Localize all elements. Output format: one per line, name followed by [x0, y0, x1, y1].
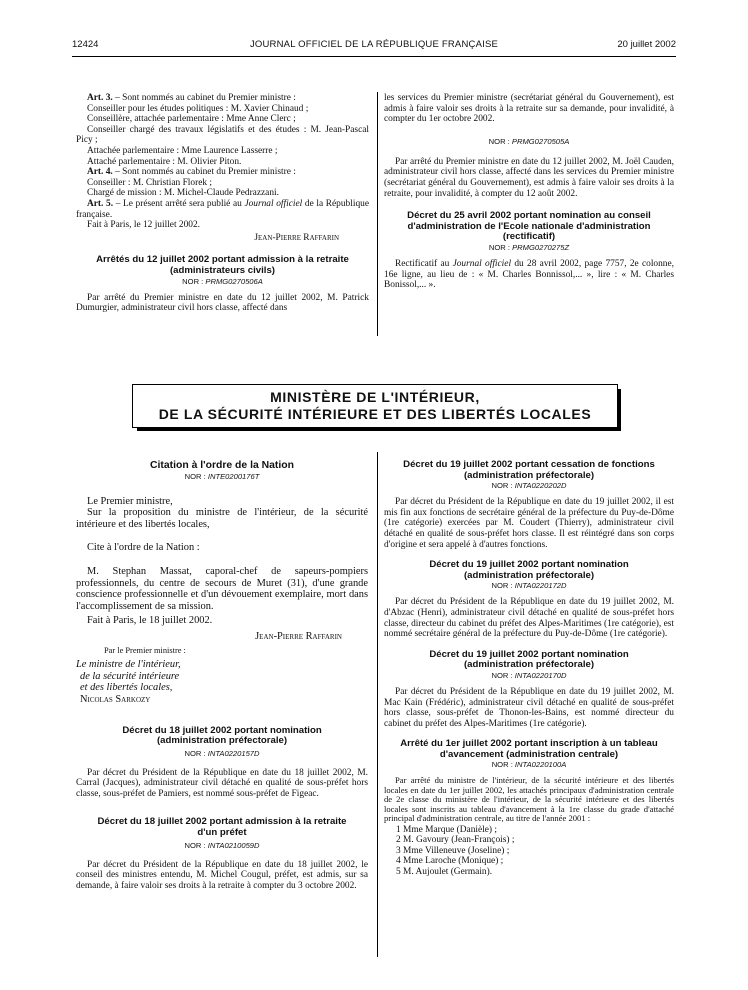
section-title: Décret du 19 juillet 2002 portant cessation de fonctions (administration préfectorale): [403, 459, 655, 481]
article-4: Art. 4. – Sont nommés au cabinet du Premier ministre :: [87, 167, 296, 178]
column-divider-bottom: [377, 452, 378, 957]
section-title: Décret du 19 juillet 2002 portant nomination (administration préfectorale): [429, 559, 629, 581]
nor-reference: NOR : INTA0210059D: [184, 840, 260, 850]
signature: Jean-Pierre Raffarin: [254, 232, 339, 243]
section-title: Décret du 19 juillet 2002 portant nomination (administration préfectorale): [429, 648, 629, 671]
issue-date: 20 juillet 2002: [617, 39, 676, 50]
nor-reference: NOR : INTA0220100A: [491, 760, 567, 770]
section-title: Arrêtés du 12 juillet 2002 portant admission à la retraite (administrateurs civils): [96, 254, 349, 276]
list-item: 1 Mme Marque (Danièle) ;: [396, 824, 498, 835]
section-title: Décret du 18 juillet 2002 portant admission à la retraite d'un préfet: [97, 816, 347, 839]
ministry-banner: [132, 384, 618, 428]
top-left-column: Art. 3. – Sont nommés au cabinet du Premier ministre : Conseiller pour les études politiques : M. Xavier Chinaud ; Conseillère, attachée parlementaire : Mme Anne Clerc ; Conseiller chargé des travaux législatifs et des études : M. Jean-Pascal Picy ; Attachée parlementaire : Mme Laurence Lasserre ; Attaché parlementaire : M. Olivier Piton. Art. 4. – Sont nommés au cabinet du Premier ministre : Conseiller : M. Christian Florek ; Chargé de mission : M. Michel-Claude Pedrazzani. Art. 5. – Le présent arrêté sera publié au Journal officiel de la République française. Fait à Paris, le 12 juillet 2002. Jean-Pierre Raffarin Arrêtés du 12 juillet 2002 portant admission à la retraite (administrateurs civils) NOR : PRMG0270506A Par arrêté du Premier ministre en date du 12 juillet 2002, M. Patrick Dumurgier, administrateur civil hors classe, affecté dans: [76, 93, 369, 314]
bottom-right-column: Décret du 19 juillet 2002 portant cessation de fonctions (administration préfectorale) NOR : INTA0220202D Par décret du Président de la République en date du 19 juillet 2002, il est mis fin aux fonctions de secrétaire général de la préfecture du Puy-de-Dôme (1re catégorie) exercées par M. Coudert (Thierry), administrateur civil détaché en qualité de sous-préfet hors classe. Il est réintégré dans son corps d'origine et sera appelé à d'autres fonctions. Décret du 19 juillet 2002 portant nomination (administration préfectorale) NOR : INTA0220172D Par décret du Président de la République en date du 19 juillet 2002, M. d'Abzac (Henri), administrateur civil détaché en qualité de sous-préfet hors classe, directeur du cabinet du préfet des Alpes-Maritimes (1re catégorie), est nommé secrétaire général de la préfecture du Puy-de-Dôme (1re catégorie). Décret du 19 juillet 2002 portant nomination (administration préfectorale) NOR : INTA0220170D Par décret du Président de la République en date du 19 juillet 2002, M. Mac Kain (Frédéric), administrateur civil détaché en qualité de sous-préfet hors classe, sous-préfet de Thonon-les-Bains, est nommé directeur du cabinet du préfet des Alpes-Maritimes (1re catégorie). Arrêté du 1er juillet 2002 portant inscription à un tableau d'avancement (administration centrale) NOR : INTA0220100A Par arrêté du ministre de l'intérieur, de la sécurité intérieure et des libertés locales en date du 1er juillet 2002, les attachés principaux d'administration centrale de 2e classe du ministère de l'intérieur, de la sécurité intérieure et des libertés locales sont inscrits au tableau d'avancement à la 1re classe du grade d'attaché principal d'administration centrale, au titre de l'année 2001 : 1 Mme Marque (Danièle) ; 2 M. Gavoury (Jean-François) ; 3 Mme Villeneuve (Joseline) ; 4 Mme Laroche (Monique) ; 5 M. Aujoulet (Germain).: [384, 459, 674, 877]
list-item: 4 Mme Laroche (Monique) ;: [396, 856, 504, 867]
promotion-list: [384, 825, 674, 878]
section-title: Arrêté du 1er juillet 2002 portant inscription à un tableau d'avancement (administration centrale): [400, 738, 658, 760]
page-header: [72, 39, 676, 53]
signature: Jean-Pierre Raffarin: [255, 630, 342, 642]
list-item: 3 Mme Villeneuve (Joseline) ;: [396, 845, 510, 856]
nor-reference: NOR : INTA0220157D: [184, 748, 260, 758]
section-title: Décret du 25 avril 2002 portant nomination au conseil d'administration de l'Ecole nationale d'administration (rectificatif): [407, 210, 651, 243]
bottom-left-column: Citation à l'ordre de la Nation NOR : INTE0200176T Le Premier ministre, Sur la proposition du ministre de l'intérieur, de la sécurité intérieure et des libertés locales, Cite à l'ordre de la Nation : M. Stephan Massat, caporal-chef de sapeurs-pompiers professionnels, du centre de secours de Muret (31), d'une grande conscience professionnelle et d'un dévouement exemplaire, mort dans l'accomplissement de sa mission. Fait à Paris, le 18 juillet 2002. Jean-Pierre Raffarin Par le Premier ministre : Le ministre de l'intérieur, de la sécurité intérieure et des libertés locales, Nicolas Sarkozy Décret du 18 juillet 2002 portant nomination (administration préfectorale) NOR : INTA0220157D Par décret du Président de la République en date du 18 juillet 2002, M. Carral (Jacques), administrateur civil détaché en qualité de sous-préfet hors classe, sous-préfet de Pamiers, est nommé sous-préfet de Figeac. Décret du 18 juillet 2002 portant admission à la retraite d'un préfet NOR : INTA0210059D Par décret du Président de la République en date du 18 juillet 2002, le conseil des ministres entendu, M. Michel Cougul, préfet, est admis, sur sa demande, à faire valoir ses droits à la retraite à compter du 3 octobre 2002.: [76, 460, 368, 891]
nor-reference: NOR : INTE0200176T: [184, 471, 260, 481]
article-3: Art. 3. – Sont nommés au cabinet du Premier ministre :: [87, 93, 296, 103]
article-5: Art. 5. – Le présent arrêté sera publié au Journal officiel de la République française.: [76, 198, 369, 220]
page-number: 12424: [72, 39, 99, 50]
list-item: 2 M. Gavoury (Jean-François) ;: [396, 835, 515, 846]
nor-reference: NOR : INTA0220172D: [491, 581, 567, 591]
list-item: 5 M. Aujoulet (Germain).: [396, 866, 493, 877]
section-title: Citation à l'ordre de la Nation: [150, 460, 294, 471]
ministry-line-2: DE LA SÉCURITÉ INTÉRIEURE ET DES LIBERTÉS LOCALES: [158, 406, 592, 422]
nor-reference: NOR : INTA0220202D: [491, 481, 567, 491]
column-divider-top: [377, 92, 378, 336]
nor-reference: NOR : PRMG0270275Z: [488, 242, 570, 252]
header-rule: [72, 56, 676, 57]
ministry-line-1: MINISTÈRE DE L'INTÉRIEUR,: [270, 389, 480, 405]
nor-reference: NOR : PRMG0270506A: [182, 276, 263, 286]
nor-reference: NOR : PRMG0270505A: [488, 136, 570, 146]
top-right-column: les services du Premier ministre (secrétariat général du Gouvernement), est admis à faire valoir ses droits à la retraite sur sa demande, pour invalidité, à compter du 1er octobre 2002. NOR : PRMG0270505A Par arrêté du Premier ministre en date du 12 juillet 2002, M. Joël Cauden, administrateur civil hors classe, affecté dans les services du Premier ministre (secrétariat général du Gouvernement), est admis à faire valoir ses droits à la retraite, pour invalidité, à compter du 12 août 2002. Décret du 25 avril 2002 portant nomination au conseil d'administration de l'Ecole nationale d'administration (rectificatif) NOR : PRMG0270275Z Rectificatif au Journal officiel du 28 avril 2002, page 7757, 2e colonne, 16e ligne, au lieu de : « M. Charles Bonnissol,... », lire : « M. Charles Bonissol,... ».: [384, 93, 674, 291]
journal-title: JOURNAL OFFICIEL DE LA RÉPUBLIQUE FRANÇAISE: [249, 39, 499, 50]
nor-reference: NOR : INTA0220170D: [491, 670, 567, 680]
section-title: Décret du 18 juillet 2002 portant nomination (administration préfectorale): [122, 724, 322, 747]
